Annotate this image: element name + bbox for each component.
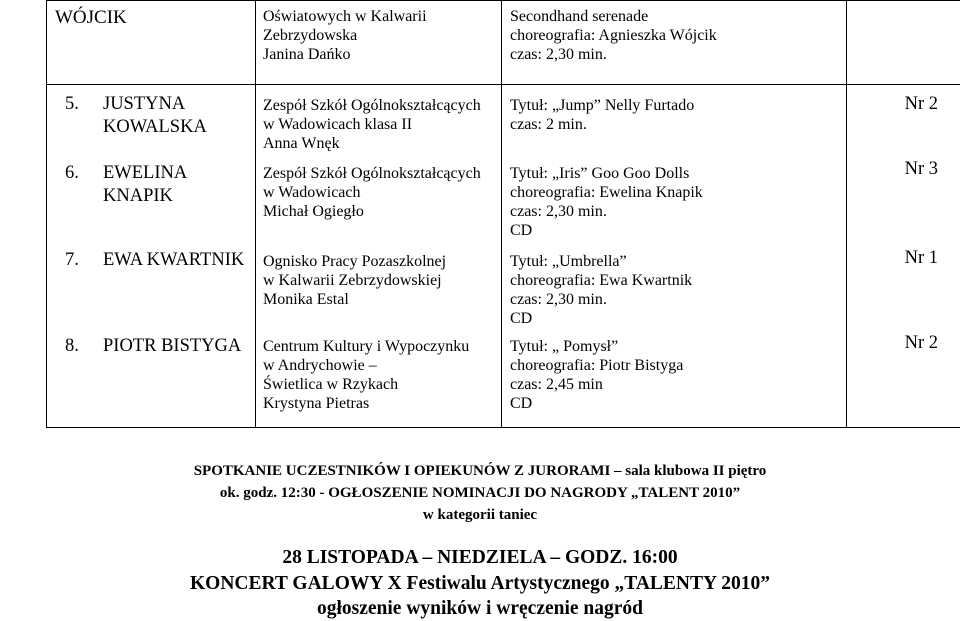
number-cell [847, 85, 960, 428]
school-line: Świetlica w Rzykach [263, 375, 501, 394]
piece-title: Tytuł: „Umbrella” [510, 252, 846, 271]
participant-name: KOWALSKA [103, 116, 255, 139]
school-line: Centrum Kultury i Wypoczynku [263, 337, 501, 356]
meeting-line: SPOTKANIE UCZESTNIKÓW I OPIEKUNÓW Z JURORAMI – sala klubowa II piętro [0, 460, 960, 482]
school-line: Zespół Szkół Ogólnokształcących [263, 164, 501, 183]
entry-number: 8. [65, 335, 103, 358]
duration: czas: 2,45 min [510, 375, 846, 394]
piece-entry [502, 331, 846, 413]
track-number: Nr 3 [847, 158, 960, 181]
nomination-line: ok. godz. 12:30 - OGŁOSZENIE NOMINACJI DO NAGRODY „TALENT 2010” [0, 482, 960, 504]
school-line: w Kalwarii Zebrzydowskiej [263, 271, 501, 290]
choreography: choreografia: Ewa Kwartnik [510, 271, 846, 290]
instructor-name: Monika Estal [263, 290, 501, 309]
piece-entry [502, 158, 846, 240]
school-line: Oświatowych w Kalwarii [263, 7, 501, 26]
gala-concert-info [0, 545, 960, 621]
jury-meeting-info [0, 460, 960, 526]
program-table [46, 0, 960, 428]
school-line: w Wadowicach [263, 183, 501, 202]
duration: czas: 2,30 min. [510, 290, 846, 309]
participant-entry [47, 93, 255, 139]
date-line: 28 LISTOPADA – NIEDZIELA – GODZ. 16:00 [0, 545, 960, 571]
track-number: Nr 2 [847, 332, 960, 355]
media-type: CD [510, 221, 846, 240]
category-line: w kategorii taniec [0, 504, 960, 526]
participant-name: JUSTYNA [103, 93, 255, 116]
school-entry [256, 331, 501, 413]
entry-number: 7. [65, 249, 103, 272]
school-cell [256, 1, 502, 85]
number-cell [847, 1, 960, 85]
results-line: ogłoszenie wyników i wręczenie nagród [0, 597, 960, 621]
instructor-name: Anna Wnęk [263, 134, 501, 153]
table-row [47, 1, 960, 85]
school-line: Ognisko Pracy Pozaszkolnej [263, 252, 501, 271]
participant-entry [47, 249, 255, 272]
participant-name: PIOTR BISTYGA [103, 335, 255, 358]
participant-name: EWA KWARTNIK [103, 249, 255, 272]
participant-cell [47, 85, 256, 428]
participant-entry [47, 162, 255, 208]
participant-entry [47, 335, 255, 358]
choreography: choreografia: Piotr Bistyga [510, 356, 846, 375]
piece-title: Secondhand serenade [510, 7, 846, 26]
piece-cell [502, 85, 847, 428]
school-line: Zebrzydowska [263, 26, 501, 45]
choreography: choreografia: Ewelina Knapik [510, 183, 846, 202]
table-row [47, 85, 960, 428]
instructor-name: Krystyna Pietras [263, 394, 501, 413]
media-type: CD [510, 309, 846, 328]
school-line: w Wadowicach klasa II [263, 115, 501, 134]
participant-name: WÓJCIK [47, 1, 255, 29]
instructor-name: Michał Ogiegło [263, 202, 501, 221]
duration: czas: 2,30 min. [510, 202, 846, 221]
piece-cell [502, 1, 847, 85]
duration: czas: 2 min. [510, 115, 846, 134]
piece-title: Tytuł: „Iris” Goo Goo Dolls [510, 164, 846, 183]
piece-entry [502, 90, 846, 134]
entry-number: 5. [65, 93, 103, 139]
school-entry [256, 90, 501, 153]
school-cell [256, 85, 502, 428]
piece-title: Tytuł: „Jump” Nelly Furtado [510, 96, 846, 115]
concert-line: KONCERT GALOWY X Festiwalu Artystycznego „TALENTY 2010” [0, 571, 960, 597]
instructor-name: Janina Dańko [263, 45, 501, 64]
school-entry [256, 158, 501, 221]
school-entry [256, 246, 501, 309]
track-number: Nr 1 [847, 247, 960, 270]
piece-title: Tytuł: „ Pomysł” [510, 337, 846, 356]
school-line: Zespół Szkół Ogólnokształcących [263, 96, 501, 115]
media-type: CD [510, 394, 846, 413]
duration: czas: 2,30 min. [510, 45, 846, 64]
entry-number: 6. [65, 162, 103, 208]
participant-name: EWELINA KNAPIK [103, 162, 255, 208]
participant-cell [47, 1, 256, 85]
piece-entry [502, 246, 846, 328]
track-number: Nr 2 [847, 93, 960, 116]
choreography: choreografia: Agnieszka Wójcik [510, 26, 846, 45]
school-line: w Andrychowie – [263, 356, 501, 375]
